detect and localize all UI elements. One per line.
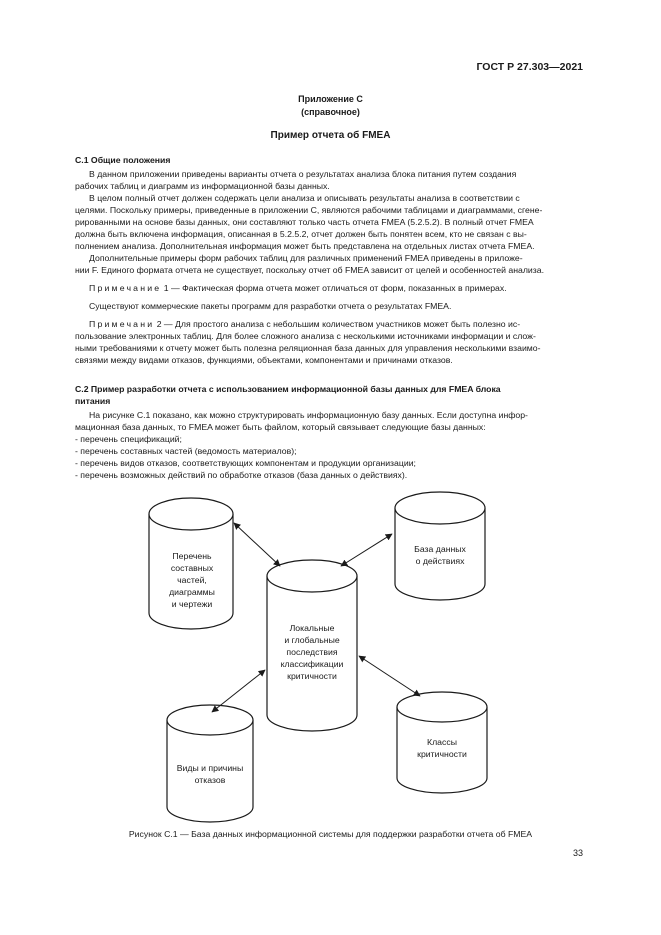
arrow-central-actions (341, 534, 392, 566)
note-label: Примечани (89, 319, 155, 329)
paragraph: Дополнительные примеры форм рабочих таблиц для различных применений FMEA приведены в приложе- (89, 253, 523, 263)
label-line: База данных (414, 544, 466, 554)
label-line: Виды и причины (176, 763, 244, 773)
list-item: - перечень возможных действий по обработке отказов (база данных о действиях). (75, 470, 408, 480)
figure-caption: Рисунок С.1 — База данных информационной системы для поддержки разработки отчета об FMEA (128, 829, 533, 839)
arrow-central-classes (359, 656, 420, 696)
cylinder-central (267, 560, 357, 731)
label-line: последствия (286, 647, 338, 657)
label-line: отказов (194, 775, 226, 785)
section-heading-line: С.2 Пример разработки отчета с использованием информационной базы данных для FMEA блока (75, 384, 501, 394)
note-2-line: связями между видами отказов, функциями, объектами, компонентами и причинами отказов. (75, 355, 453, 365)
label-line: и глобальные (284, 635, 340, 645)
label-line: критичности (417, 749, 467, 759)
label-line: Классы (427, 737, 457, 747)
label-line: критичности (287, 671, 337, 681)
label-line: о действиях (415, 556, 465, 566)
arrow-parts-central (234, 523, 280, 566)
label-line: Локальные (289, 623, 335, 633)
label-line: составных (170, 563, 214, 573)
list-item: - перечень составных частей (ведомость материалов); (75, 446, 297, 456)
note-text: 1 — Фактическая форма отчета может отличаться от форм, показанных в примерах. (163, 283, 507, 293)
paragraph: Существуют коммерческие пакеты программ для разработки отчета о результатах FMEA. (89, 301, 452, 311)
label-line: и чертежи (171, 599, 213, 609)
arrow-central-modes (212, 670, 265, 712)
page-title: Пример отчета об FMEA (270, 130, 391, 141)
paragraph: нии F. Единого формата отчета не существует, поскольку отчет об FMEA зависит от целей и особенностей анализа. (75, 265, 544, 275)
label-line: диаграммы (169, 587, 215, 597)
list-item: - перечень спецификаций; (75, 434, 182, 444)
paragraph: рабочих таблиц и диаграмм из информационной базы данных. (75, 181, 330, 191)
note-2-line: пользование электронных таблиц. Для более сложного анализа с несколькими источниками информации и слож- (75, 331, 536, 341)
page-number: 33 (572, 848, 583, 858)
paragraph: полнением анализа. Дополнительная информация может быть представлена на отдельных листах отчета FMEA. (75, 241, 535, 251)
paragraph: целями. Поскольку примеры, приведенные в приложении С, являются рабочими таблицами и диаграммами, сгене- (75, 205, 543, 215)
label-line: частей, (177, 575, 207, 585)
label-line: классификации (280, 659, 344, 669)
note-text: 2 — Для простого анализа с небольшим количеством участников может быть полезно ис- (156, 319, 521, 329)
paragraph: рированными на основе базы данных, они составляют только часть отчета FMEA (5.2.5.2). В полный отчет FMEA (75, 217, 534, 227)
note-label: Примечание (89, 283, 162, 293)
paragraph: На рисунке С.1 показано, как можно структурировать информационную базу данных. Если доступна инфор- (89, 410, 528, 420)
note-2-line: ными требованиями к отчету может быть полезна реляционная база данных для управления несколькими взаимо- (75, 343, 541, 353)
paragraph: должна быть включена информация, описанная в 5.2.5.2, отчет должен быть понятен всем, кто не связан с вы- (75, 229, 527, 239)
standard-designation: ГОСТ Р 27.303—2021 (476, 61, 583, 73)
annex-title: Приложение С (298, 94, 363, 104)
section-heading-c1: С.1 Общие положения (75, 155, 171, 165)
paragraph: В целом полный отчет должен содержать цели анализа и описывать результаты анализа в соответствии с (89, 193, 520, 203)
paragraph: мационная база данных, то FMEA может быть файлом, который связывает следующие базы данных: (75, 422, 486, 432)
section-heading-line: питания (75, 396, 111, 406)
annex-subtitle: (справочное) (301, 107, 360, 117)
label-line: Перечень (172, 551, 212, 561)
paragraph: В данном приложении приведены варианты отчета о результатах анализа блока питания путем создания (89, 169, 517, 179)
list-item: - перечень видов отказов, соответствующих компонентам и продукции организации; (75, 458, 416, 468)
